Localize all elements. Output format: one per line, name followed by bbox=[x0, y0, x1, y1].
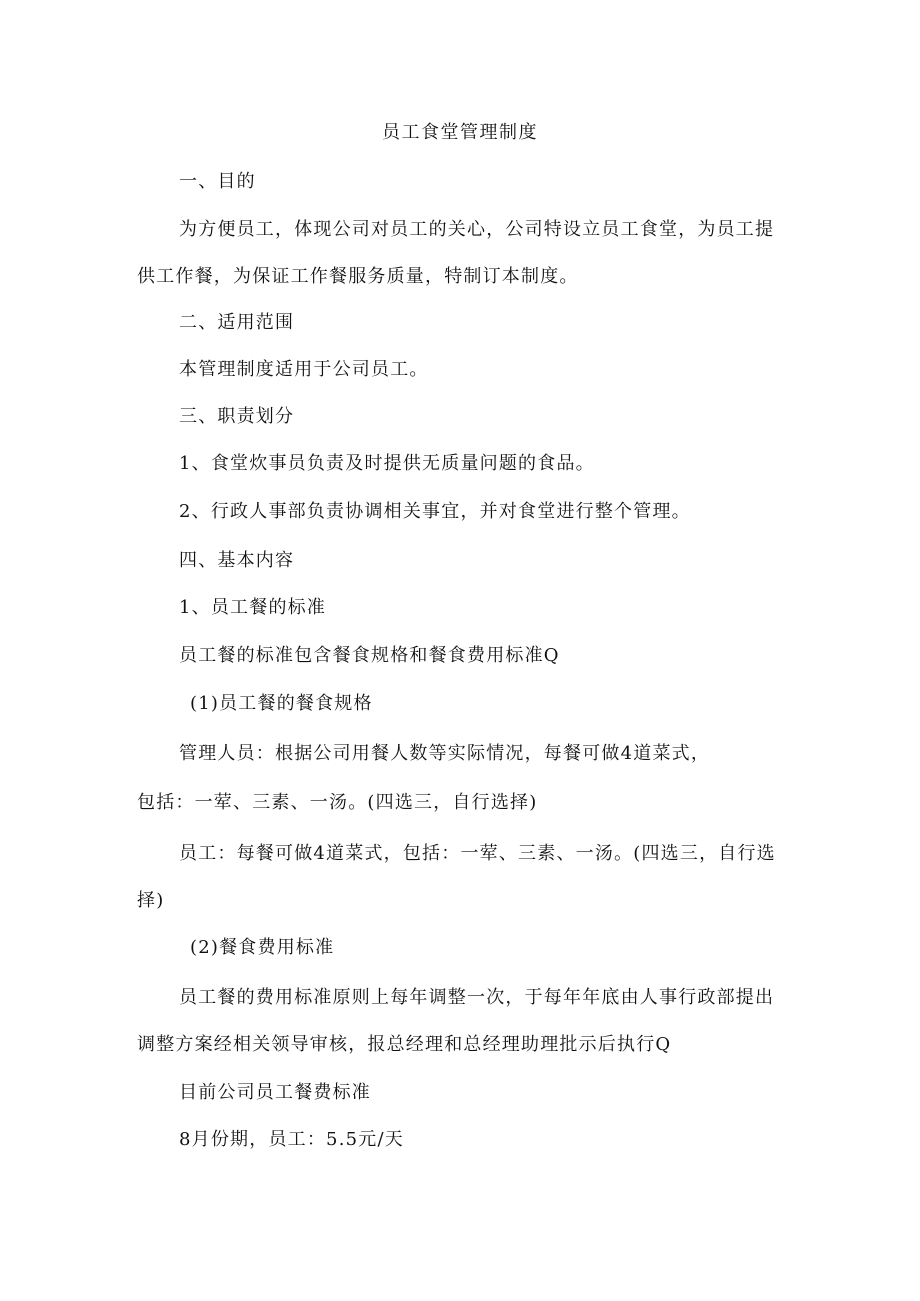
paragraph-management-meals-continued: 包括：一荤、三素、一汤。(四选三，自行选择) bbox=[137, 792, 538, 813]
section-heading-purpose: 一、目的 bbox=[179, 171, 256, 192]
section-heading-responsibilities: 三、职责划分 bbox=[179, 406, 295, 427]
section-heading-basic-content: 四、基本内容 bbox=[179, 550, 295, 571]
section-heading-scope: 二、适用范围 bbox=[179, 312, 295, 333]
paragraph-management-meals: 管理人员：根据公司用餐人数等实际情况，每餐可做4道菜式， bbox=[179, 743, 711, 764]
subsection-heading-meal-standard: 1、员工餐的标准 bbox=[179, 597, 327, 618]
paragraph-meal-standard: 员工餐的标准包含餐食规格和餐食费用标准Q bbox=[179, 645, 560, 666]
paragraph-current-meal-fee: 目前公司员工餐费标准 bbox=[179, 1082, 371, 1103]
paragraph-employee-meals: 员工：每餐可做4道菜式，包括：一荤、三素、一汤。(四选三，自行选择) bbox=[137, 843, 776, 911]
document-title: 员工食堂管理制度 bbox=[382, 122, 538, 143]
item-heading-meal-specification: (1)员工餐的餐食规格 bbox=[190, 693, 373, 714]
paragraph-scope: 本管理制度适用于公司员工。 bbox=[179, 359, 429, 380]
paragraph-meal-cost-standard: 员工餐的费用标准原则上每年调整一次，于每年年底由人事行政部提出调整方案经相关领导审核，报总经理和总经理助理批示后执行Q bbox=[137, 987, 775, 1055]
item-heading-meal-cost-standard: (2)餐食费用标准 bbox=[190, 937, 335, 958]
paragraph-purpose: 为方便员工，体现公司对员工的关心，公司特设立员工食堂，为员工提供工作餐，为保证工作餐服务质量，特制订本制度。 bbox=[137, 219, 775, 287]
responsibility-item-2: 2、行政人事部负责协调相关事宜，并对食堂进行整个管理。 bbox=[179, 501, 691, 522]
paragraph-fee-amount: 8月份期，员工：5.5元/天 bbox=[179, 1129, 404, 1150]
responsibility-item-1: 1、食堂炊事员负责及时提供无质量问题的食品。 bbox=[179, 453, 595, 474]
